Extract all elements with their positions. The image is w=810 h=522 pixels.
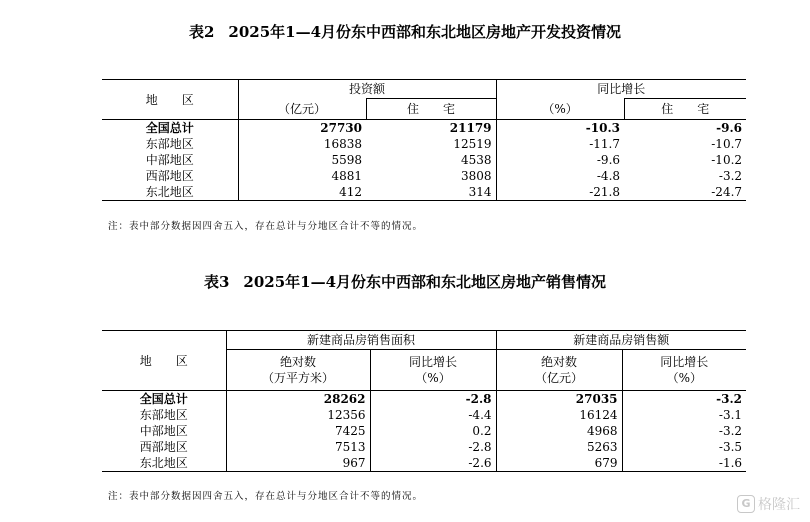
table3-cell-region: 西部地区 bbox=[102, 439, 226, 455]
table2-cell-region: 东北地区 bbox=[102, 184, 238, 201]
table2-cell-investment: 27730 bbox=[320, 121, 362, 135]
table3-header-area-yoy bbox=[370, 350, 496, 391]
table2-cell-investment: 4881 bbox=[331, 169, 362, 183]
table2-row bbox=[102, 168, 746, 184]
table2-title bbox=[0, 21, 810, 42]
table2-cell-yoy: -4.8 bbox=[596, 169, 621, 183]
table2 bbox=[102, 79, 746, 201]
table3-cell-amount-yoy: -3.1 bbox=[718, 408, 743, 422]
table2-cell-investment: 412 bbox=[238, 184, 366, 201]
table3-number: 表3 bbox=[203, 273, 230, 291]
table2-header-yoy-unit: （%） bbox=[496, 99, 624, 120]
table3-title-text: 2025年1—4月份东中西部和东北地区房地产销售情况 bbox=[243, 273, 607, 291]
table3-row bbox=[102, 407, 746, 423]
table3-cell-area: 28262 bbox=[226, 391, 370, 408]
gelonghui-logo-icon: G bbox=[737, 495, 755, 513]
table2-row bbox=[102, 136, 746, 152]
table2-cell-yoy: -10.3 bbox=[585, 121, 621, 135]
table2-cell-residential: 12519 bbox=[366, 136, 496, 152]
table2-cell-yoy-residential: -3.2 bbox=[718, 169, 743, 183]
table3-header-amount-unit: （亿元） bbox=[535, 371, 584, 385]
table3-cell-area: 12356 bbox=[226, 407, 370, 423]
table3-header-region: 地 区 bbox=[102, 331, 226, 391]
table3-row bbox=[102, 391, 746, 408]
table2-row bbox=[102, 184, 746, 201]
watermark-text: 格隆汇 bbox=[758, 497, 800, 513]
table2-header-yoy: 同比增长 bbox=[496, 80, 746, 99]
table3-header-area-group: 新建商品房销售面积 bbox=[226, 331, 496, 350]
table2-cell-yoy: -21.8 bbox=[496, 184, 624, 201]
table2-number: 表2 bbox=[188, 23, 215, 41]
table3-header-row-1 bbox=[102, 331, 746, 350]
table3-cell-amount-yoy: -3.2 bbox=[716, 392, 743, 406]
table2-cell-region: 东部地区 bbox=[102, 136, 238, 152]
table2-cell-region: 全国总计 bbox=[102, 120, 238, 137]
table2-cell-residential: 21179 bbox=[366, 120, 496, 137]
table3-cell-region: 东北地区 bbox=[102, 455, 226, 472]
table3-header-absolute-label: 绝对数 bbox=[541, 355, 578, 369]
table2-header-yoy-residential: 住 宅 bbox=[624, 99, 746, 120]
table3-header-absolute-label: 绝对数 bbox=[279, 355, 316, 369]
table2-note: 注：表中部分数据因四舍五入，存在总计与分地区合计不等的情况。 bbox=[108, 221, 424, 232]
table3-header-yoy-label: 同比增长 bbox=[409, 355, 458, 369]
table2-cell-yoy-residential: -24.7 bbox=[624, 184, 746, 201]
table3-cell-amount: 4968 bbox=[496, 423, 622, 439]
table2-cell-yoy-residential: -9.6 bbox=[716, 121, 743, 135]
watermark bbox=[737, 494, 800, 514]
table3-header-area-absolute bbox=[226, 350, 370, 391]
table3-note: 注：表中部分数据因四舍五入，存在总计与分地区合计不等的情况。 bbox=[108, 491, 424, 502]
table3-cell-amount-yoy: -3.5 bbox=[718, 440, 743, 454]
table3-header-amount-yoy bbox=[622, 350, 746, 391]
table2-cell-investment: 16838 bbox=[323, 137, 362, 151]
table2-title-text: 2025年1—4月份东中西部和东北地区房地产开发投资情况 bbox=[228, 23, 622, 41]
table2-cell-residential: 3808 bbox=[366, 168, 496, 184]
table3-cell-amount-yoy: -1.6 bbox=[622, 455, 746, 472]
table3-cell-amount: 16124 bbox=[496, 407, 622, 423]
table2-row bbox=[102, 120, 746, 137]
table2-cell-investment: 5598 bbox=[331, 153, 362, 167]
table3-cell-amount: 679 bbox=[496, 455, 622, 472]
table2-header-residential: 住 宅 bbox=[366, 99, 496, 120]
table3-cell-area-yoy: 0.2 bbox=[370, 423, 496, 439]
table3-cell-amount: 27035 bbox=[496, 391, 622, 408]
table3-row bbox=[102, 439, 746, 455]
table2-cell-yoy-residential: -10.2 bbox=[711, 153, 743, 167]
table3-cell-area-yoy: -2.6 bbox=[370, 455, 496, 472]
table3-cell-region: 中部地区 bbox=[102, 423, 226, 439]
table2-cell-yoy: -11.7 bbox=[589, 137, 621, 151]
table2-cell-yoy-residential: -10.7 bbox=[711, 137, 743, 151]
table3-row bbox=[102, 455, 746, 472]
table2-cell-region: 中部地区 bbox=[102, 152, 238, 168]
table3-cell-amount-yoy: -3.2 bbox=[718, 424, 743, 438]
table3-cell-region: 全国总计 bbox=[102, 391, 226, 408]
table3-header-amount-absolute bbox=[496, 350, 622, 391]
table3-header-yoy-unit: （%） bbox=[666, 371, 702, 385]
table2-cell-residential: 4538 bbox=[366, 152, 496, 168]
table3-header-area-unit: （万平方米） bbox=[261, 371, 334, 385]
table2-cell-residential: 314 bbox=[366, 184, 496, 201]
table3-header-yoy-label: 同比增长 bbox=[660, 355, 709, 369]
table3 bbox=[102, 330, 746, 472]
table3-cell-area: 967 bbox=[226, 455, 370, 472]
table2-header-row-1 bbox=[102, 80, 746, 99]
table3-cell-area: 7425 bbox=[226, 423, 370, 439]
table2-row bbox=[102, 152, 746, 168]
table2-cell-yoy: -9.6 bbox=[596, 153, 621, 167]
table3-cell-area-yoy: -2.8 bbox=[370, 391, 496, 408]
table3-header-yoy-unit: （%） bbox=[415, 371, 451, 385]
table2-header-investment-unit: （亿元） bbox=[238, 99, 366, 120]
table3-cell-area: 7513 bbox=[226, 439, 370, 455]
table3-cell-region: 东部地区 bbox=[102, 407, 226, 423]
table2-header-investment: 投资额 bbox=[238, 80, 496, 99]
table3-cell-area-yoy: -2.8 bbox=[370, 439, 496, 455]
table3-cell-area-yoy: -4.4 bbox=[370, 407, 496, 423]
table2-header-region: 地 区 bbox=[102, 80, 238, 120]
table3-cell-amount: 5263 bbox=[496, 439, 622, 455]
table3-title bbox=[0, 271, 810, 292]
table3-row bbox=[102, 423, 746, 439]
table3-header-amount-group: 新建商品房销售额 bbox=[496, 331, 746, 350]
table2-cell-region: 西部地区 bbox=[102, 168, 238, 184]
